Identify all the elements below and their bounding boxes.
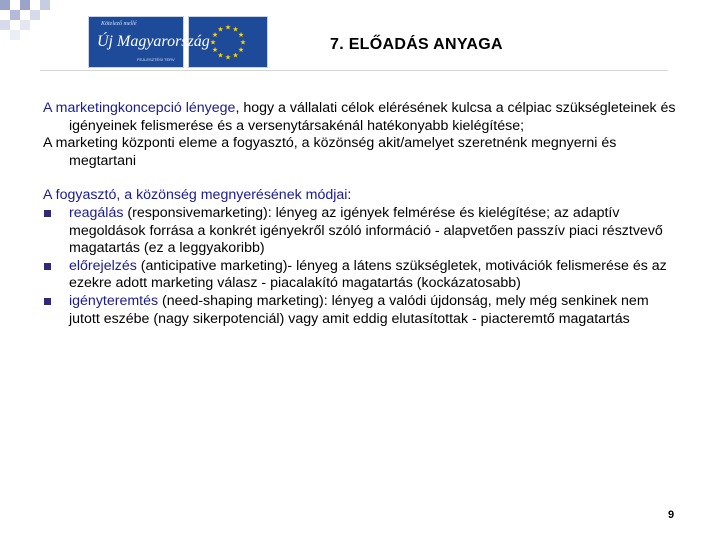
eu-star-icon: ★ <box>239 38 247 47</box>
list-item-text: (need-shaping marketing): lényeg a valódi újdonság, mely még senkinek nem jutott eszébe (nagy sikerpotenciál) vagy amit eddig elutasítottak - piacteremtő magatartás <box>69 292 649 327</box>
uj-magyarorszag-logo <box>88 16 210 68</box>
list-item <box>43 258 683 293</box>
eu-star-icon: ★ <box>211 31 219 39</box>
eu-star-icon: ★ <box>237 46 245 54</box>
eu-star-icon: ★ <box>232 51 239 60</box>
square-bullet-icon <box>44 263 51 270</box>
eu-star-icon: ★ <box>232 25 239 34</box>
eu-star-icon: ★ <box>217 51 224 60</box>
list-item <box>43 205 683 258</box>
eu-star-icon: ★ <box>209 38 217 47</box>
paragraph-concept-text: , hogy a vállalati célok elérésének kulcsa a célpiac szükségleteinek és igényeinek felismerése és a versenytársakénál hatékonyabb kielégítése; <box>69 100 676 134</box>
square-bullet-icon <box>44 210 51 217</box>
eu-star-icon: ★ <box>224 23 232 32</box>
header-divider <box>40 70 668 71</box>
page-number: 9 <box>668 509 675 521</box>
list-item <box>43 293 683 328</box>
paragraph-methods <box>43 187 683 205</box>
square-bullet-icon <box>44 298 51 305</box>
logo-tag-text: FEJLESZTÉSI TERV <box>137 57 175 62</box>
list-item-term: reagálás <box>69 204 124 221</box>
eu-star-icon: ★ <box>211 46 219 54</box>
spacer <box>43 170 683 187</box>
paragraph-methods-text: : <box>347 187 352 204</box>
list-item-text: (anticipative marketing)- lényeg a látens szükségletek, motivációk felismerése és az ezekre adott marketing válasz - piacalakító magatartás (kockázatosabb) <box>69 257 667 292</box>
slide-content <box>43 100 683 328</box>
list-item-text: (responsivemarketing): lényeg az igények felmérése és kielégítése; az adaptív megoldások forrása a konkrét igényekről szóló információ - alapvetően passzív piaci résztvevő magatartás (ez a leggyakoribb) <box>69 204 663 257</box>
term-marketing-concept: A marketingkoncepció lényege <box>43 100 236 116</box>
list-item-term: előrejelzés <box>69 257 137 274</box>
logo-small-text: Kötelező mellé <box>101 21 137 27</box>
list-item-term: igényteremtés <box>69 292 159 309</box>
eu-star-icon: ★ <box>217 25 224 34</box>
term-methods: A fogyasztó, a közönség megnyerésének módjai <box>43 187 348 204</box>
checker-decoration <box>0 0 60 40</box>
paragraph-concept <box>43 100 683 135</box>
page-title: 7. ELŐADÁS ANYAGA <box>330 36 503 53</box>
eu-star-icon: ★ <box>237 31 245 39</box>
eu-star-icon: ★ <box>224 53 232 62</box>
header-logos <box>88 16 268 68</box>
paragraph-central-element: A marketing központi eleme a fogyasztó, a közönség akit/amelyet szeretnénk megnyerni és megtartani <box>43 135 617 169</box>
logo-main-text: Új Magyarország <box>97 33 210 50</box>
